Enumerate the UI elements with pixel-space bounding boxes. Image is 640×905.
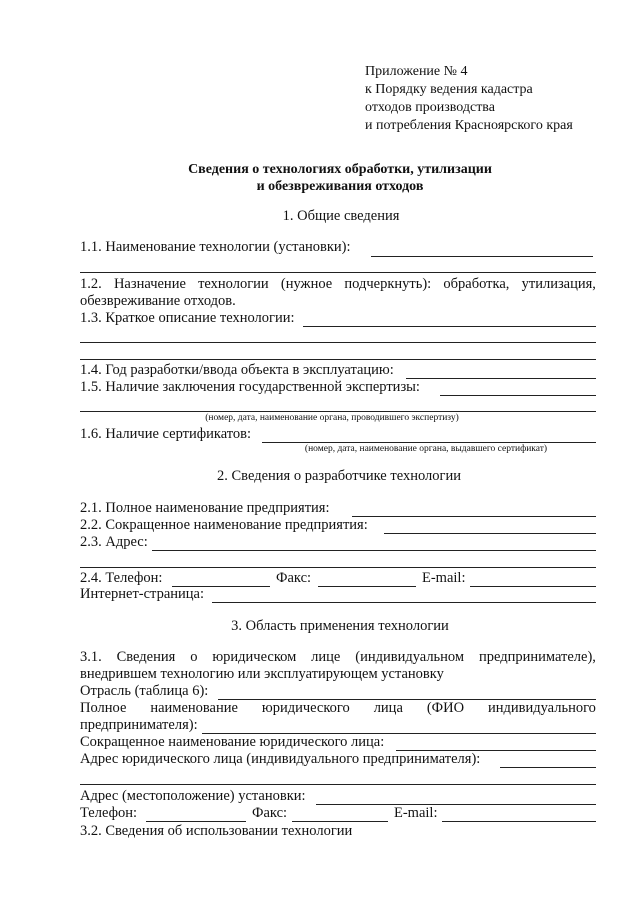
- short-name-label: Сокращенное наименование юридического лица:: [80, 734, 385, 750]
- appendix-line-1: Приложение № 4: [365, 64, 468, 79]
- install-address-blank[interactable]: [316, 804, 596, 805]
- legal-address-blank-2[interactable]: [80, 784, 596, 785]
- field-1-3-blank-3[interactable]: [80, 359, 596, 360]
- section-2-heading: 2. Сведения о разработчике технологии: [217, 468, 461, 484]
- full-name-label: [80, 700, 596, 717]
- word: Назначение: [113, 276, 186, 292]
- word: утилизация,: [521, 276, 596, 292]
- internet-page-label: Интернет-страница:: [80, 586, 204, 602]
- fax-label: Факс:: [252, 805, 288, 821]
- word: лица: [373, 700, 403, 716]
- field-1-5-blank-2[interactable]: [80, 411, 596, 412]
- field-2-4-fax-label: Факс:: [276, 570, 312, 586]
- field-1-3-blank-2[interactable]: [80, 342, 596, 343]
- email-blank[interactable]: [442, 821, 596, 822]
- field-2-3-blank-2[interactable]: [80, 567, 596, 568]
- field-2-4-fax-blank[interactable]: [318, 586, 416, 587]
- document-title-line-2: и обезвреживания отходов: [256, 179, 424, 194]
- field-1-4-blank[interactable]: [406, 378, 596, 379]
- word: Сведения: [116, 649, 176, 665]
- field-1-5-caption: (номер, дата, наименование органа, проводившего экспертизу): [205, 413, 459, 423]
- legal-address-blank[interactable]: [500, 767, 596, 768]
- phone-label: Телефон:: [80, 805, 138, 821]
- field-2-4-phone-label: 2.4. Телефон:: [80, 570, 163, 586]
- section-1-heading: 1. Общие сведения: [282, 208, 400, 224]
- word: о: [190, 649, 198, 665]
- word: (ФИО: [426, 700, 465, 716]
- word: 1.2.: [80, 276, 102, 292]
- word: лице: [311, 649, 341, 665]
- field-2-3-label: 2.3. Адрес:: [80, 534, 148, 550]
- field-1-6-label: 1.6. Наличие сертификатов:: [80, 426, 252, 442]
- phone-blank[interactable]: [146, 821, 246, 822]
- full-name-continuation: предпринимателя):: [80, 717, 198, 733]
- word: технологии: [198, 276, 269, 292]
- field-3-2-label: 3.2. Сведения об использовании технологии: [80, 823, 353, 839]
- legal-address-label: Адрес юридического лица (индивидуального предпринимателя):: [80, 751, 481, 767]
- fax-blank[interactable]: [292, 821, 388, 822]
- word: наименование: [150, 700, 238, 716]
- field-2-4-email-label: E-mail:: [422, 570, 466, 586]
- word: юридического: [261, 700, 350, 716]
- word: (нужное: [280, 276, 333, 292]
- internet-page-blank[interactable]: [212, 602, 596, 603]
- field-1-3-blank[interactable]: [303, 326, 596, 327]
- install-address-label: Адрес (местоположение) установки:: [80, 788, 306, 804]
- field-2-3-blank[interactable]: [152, 550, 596, 551]
- field-2-1-blank[interactable]: [352, 516, 596, 517]
- word: Полное: [80, 700, 127, 716]
- word: 3.1.: [80, 649, 102, 665]
- word: предпринимателе),: [478, 649, 596, 665]
- word: (индивидуальном: [355, 649, 465, 665]
- field-2-2-blank[interactable]: [384, 533, 596, 534]
- field-2-4-email-blank[interactable]: [470, 586, 596, 587]
- word: индивидуального: [487, 700, 596, 716]
- branch-label: Отрасль (таблица 6):: [80, 683, 209, 699]
- field-2-1-label: 2.1. Полное наименование предприятия:: [80, 500, 330, 516]
- word: обработка,: [443, 276, 510, 292]
- field-2-2-label: 2.2. Сокращенное наименование предприятия:: [80, 517, 368, 533]
- word: юридическом: [212, 649, 297, 665]
- field-3-1-label: [80, 649, 596, 666]
- field-1-1-blank-2[interactable]: [80, 272, 596, 273]
- appendix-line-3: отходов производства: [365, 100, 495, 115]
- field-1-4-label: 1.4. Год разработки/ввода объекта в эксплуатацию:: [80, 362, 394, 378]
- field-1-6-caption: (номер, дата, наименование органа, выдавшего сертификат): [304, 444, 548, 454]
- field-1-1-blank[interactable]: [371, 256, 593, 257]
- appendix-line-4: и потребления Красноярского края: [365, 118, 573, 133]
- section-3-heading: 3. Область применения технологии: [231, 618, 449, 634]
- field-1-5-blank[interactable]: [440, 395, 596, 396]
- field-1-2-label: [80, 276, 596, 293]
- appendix-line-2: к Порядку ведения кадастра: [365, 82, 533, 97]
- email-label: E-mail:: [394, 805, 438, 821]
- field-1-2-continuation: обезвреживание отходов.: [80, 293, 236, 309]
- document-title-line-1: Сведения о технологиях обработки, утилизации: [188, 162, 492, 177]
- field-1-1-label: 1.1. Наименование технологии (установки):: [80, 239, 351, 255]
- field-1-5-label: 1.5. Наличие заключения государственной экспертизы:: [80, 379, 420, 395]
- word: подчеркнуть):: [344, 276, 432, 292]
- field-3-1-continuation: внедрившем технологию или эксплуатирующем установку: [80, 666, 444, 682]
- field-1-6-blank[interactable]: [262, 442, 596, 443]
- field-1-3-label: 1.3. Краткое описание технологии:: [80, 310, 295, 326]
